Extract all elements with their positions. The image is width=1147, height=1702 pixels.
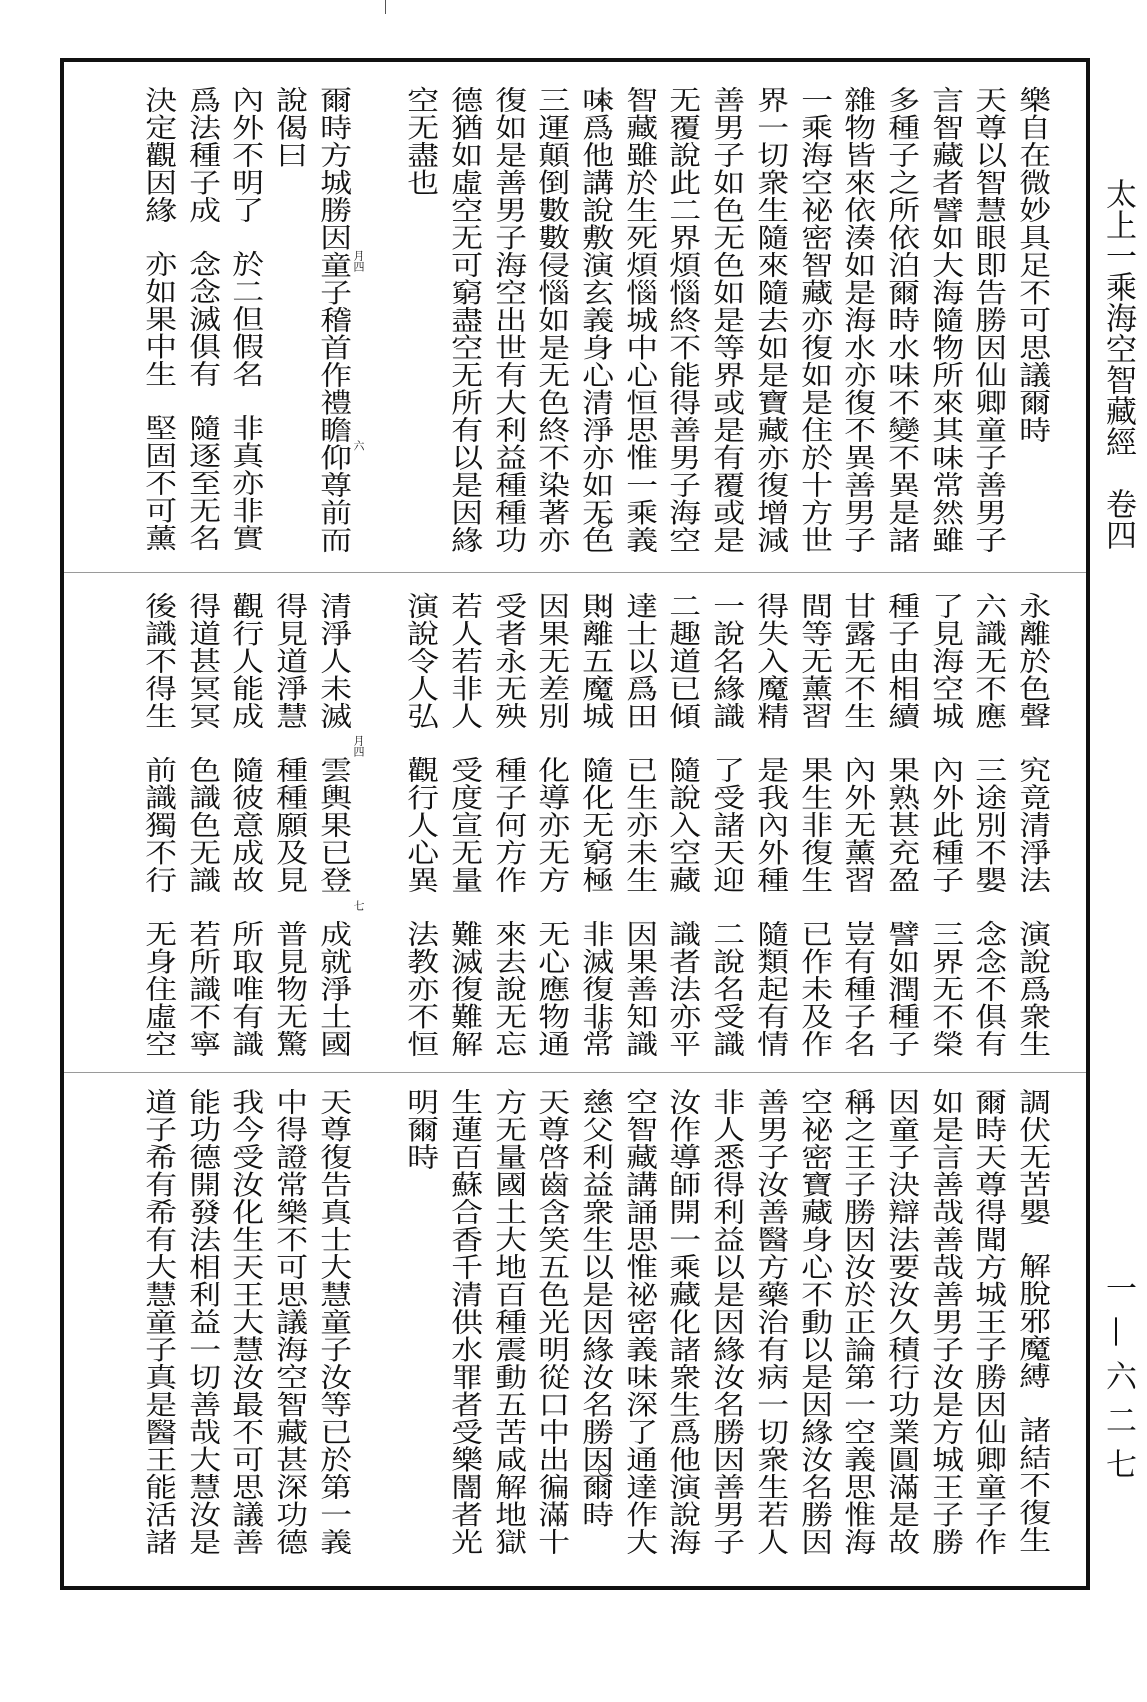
verse-phrase: 了見海空城 — [925, 592, 963, 730]
verse-phrase: 種子由相續 — [882, 592, 919, 730]
verse-column — [226, 592, 262, 1062]
verse-column — [751, 592, 787, 1062]
text-column: 中得證常樂不可思議海空智藏甚深功德 — [270, 1088, 307, 1556]
verse-column — [445, 592, 481, 1062]
text-column: 因童子決辯法要汝久積行功業圓滿是故 — [882, 1088, 919, 1556]
text-column: 明爾時 — [401, 1088, 439, 1171]
text-column: 多種子之所依泊爾時水味不變不異是諸 — [882, 86, 919, 554]
verse-phrase: 識者法亦平 — [663, 920, 701, 1058]
verse-phrase: 前識獨不行 — [139, 756, 176, 894]
verse-phrase: 永離於色聲 — [1013, 592, 1050, 730]
verse-phrase: 來去說无忘 — [488, 920, 526, 1058]
margin-page-number: 一—六二七 — [1100, 1272, 1136, 1492]
verse-column — [838, 592, 874, 1062]
verse-column — [226, 86, 262, 556]
text-column: 一乘海空祕密智藏亦復如是住於十方世 — [794, 86, 832, 554]
text-column: 如是言善哉善哉善男子汝是方城王子勝 — [925, 1088, 963, 1556]
verse-phrase: 果生非復生 — [794, 756, 832, 894]
text-column: 能功德開發法相利益一切善哉大慧汝是 — [182, 1088, 220, 1556]
text-column: 非人悉得利益以是因緣汝名勝因善男子 — [707, 1088, 744, 1556]
verse-phrase: 觀行人心異 — [401, 756, 439, 894]
verse-phrase: 三途別不嬰 — [969, 756, 1007, 894]
verse-column — [663, 592, 699, 1062]
text-column: 稱之王子勝因汝於正論第一空義思惟海 — [838, 1088, 876, 1556]
verse-phrase: 隨逐至无名 — [182, 414, 220, 552]
text-column: 空祕密寶藏身心不動以是因緣汝名勝因 — [794, 1088, 832, 1556]
verse-phrase: 一說名緣識 — [707, 592, 744, 730]
verse-phrase: 因果善知識 — [619, 920, 657, 1058]
verse-phrase: 堅固不可薰 — [139, 414, 176, 552]
verse-phrase: 二說名受識 — [707, 920, 744, 1058]
verse-phrase: 了受諸天迎 — [707, 756, 744, 894]
verse-phrase: 若人若非人 — [445, 592, 482, 730]
text-column: 味爲他講說敷演玄義身心清淨亦如无色 — [576, 86, 613, 554]
verse-phrase: 已生亦未生 — [619, 756, 657, 894]
verse-column — [620, 592, 656, 1062]
verse-column — [926, 592, 962, 1062]
verse-phrase: 非真亦非實 — [226, 414, 264, 552]
verse-phrase: 解脫邪魔縛 — [1013, 1252, 1050, 1390]
verse-column — [795, 592, 831, 1062]
block-carving-mark: 月四 — [352, 735, 365, 757]
verse-phrase: 非滅復非常 — [576, 920, 613, 1058]
text-column: 智藏雖於生死煩惱城中心恒思惟一乘義 — [619, 86, 657, 554]
verse-phrase: 成就淨土國 — [314, 920, 351, 1058]
text-column: 天尊以智慧眼即告勝因仙卿童子善男子 — [969, 86, 1007, 554]
verse-phrase: 受度宣无量 — [445, 756, 482, 894]
verse-phrase: 得失入魔精 — [751, 592, 788, 730]
verse-phrase: 演說令人弘 — [401, 592, 439, 730]
text-column: 雜物皆來依湊如是海水亦復不異善男子 — [838, 86, 876, 554]
verse-phrase: 因果无差別 — [532, 592, 570, 730]
verse-phrase: 色識色无識 — [182, 756, 220, 894]
verse-phrase: 清淨人未滅 — [314, 592, 351, 730]
verse-phrase: 間等无薰習 — [794, 592, 832, 730]
verse-column — [314, 592, 350, 1062]
verse-phrase: 達士以爲田 — [619, 592, 657, 730]
section-circle-mark — [598, 94, 610, 106]
verse-phrase: 甘露无不生 — [838, 592, 876, 730]
verse-phrase: 法教亦不恒 — [401, 920, 439, 1058]
verse-phrase: 種子何方作 — [488, 756, 526, 894]
verse-phrase: 二趣道已傾 — [663, 592, 701, 730]
verse-phrase: 種種願及見 — [270, 756, 307, 894]
text-column: 爾時方城勝因童子稽首作禮瞻仰尊前而 — [314, 86, 351, 554]
verse-phrase: 所取唯有識 — [226, 920, 264, 1058]
verse-phrase: 亦如果中生 — [139, 250, 176, 388]
verse-column — [576, 592, 612, 1062]
text-column: 爾時天尊得聞方城王子勝因仙卿童子作 — [969, 1088, 1007, 1556]
verse-column — [707, 592, 743, 1062]
text-column: 言智藏者譬如大海隨物所來其味常然雖 — [925, 86, 963, 554]
verse-phrase: 諸結不復生 — [1013, 1416, 1050, 1554]
verse-phrase: 調伏无苦嬰 — [1013, 1088, 1050, 1226]
verse-phrase: 隨類起有情 — [751, 920, 788, 1058]
verse-phrase: 无身住虛空 — [139, 920, 176, 1058]
verse-column — [139, 592, 175, 1062]
verse-phrase: 觀行人能成 — [226, 592, 264, 730]
verse-column — [1013, 592, 1049, 1062]
verse-phrase: 豈有種子名 — [838, 920, 876, 1058]
block-carving-mark: 六 — [352, 440, 365, 451]
verse-phrase: 隨說入空藏 — [663, 756, 701, 894]
verse-phrase: 念念滅俱有 — [182, 250, 220, 388]
verse-phrase: 普見物无驚 — [270, 920, 307, 1058]
verse-phrase: 內外无薰習 — [838, 756, 876, 894]
text-column: 生蓮百蘇合香千清供水罪者受樂闇者光 — [445, 1088, 482, 1556]
verse-phrase: 內外此種子 — [925, 756, 963, 894]
verse-phrase: 受者永无殃 — [488, 592, 526, 730]
verse-phrase: 得道甚冥冥 — [182, 592, 220, 730]
verse-phrase: 決定觀因緣 — [139, 86, 176, 224]
verse-phrase: 三界无不榮 — [925, 920, 963, 1058]
verse-phrase: 後識不得生 — [139, 592, 176, 730]
verse-phrase: 難滅復難解 — [445, 920, 482, 1058]
verse-phrase: 果熟甚充盈 — [882, 756, 919, 894]
verse-phrase: 隨化无窮極 — [576, 756, 613, 894]
verse-column — [969, 592, 1005, 1062]
verse-column — [183, 592, 219, 1062]
verse-column — [489, 592, 525, 1062]
verse-phrase: 化導亦无方 — [532, 756, 570, 894]
verse-phrase: 於二但假名 — [226, 250, 264, 388]
section-circle-mark — [598, 599, 610, 611]
verse-column — [139, 86, 175, 556]
register-divider-upper — [64, 572, 1086, 573]
text-column: 无覆說此二界煩惱終不能得善男子海空 — [663, 86, 701, 554]
text-column: 復如是善男子海空出世有大利益種種功 — [488, 86, 526, 554]
section-circle-mark — [598, 1093, 610, 1105]
verse-phrase: 內外不明了 — [226, 86, 264, 224]
text-column: 天尊復告真士大慧童子汝等已於第一義 — [314, 1088, 351, 1556]
text-column: 汝作導師開一乘藏化諸衆生爲他演說海 — [663, 1088, 701, 1556]
text-column: 空智藏講誦思惟祕密義味深了通達作大 — [619, 1088, 657, 1556]
text-column: 說偈曰 — [270, 86, 307, 169]
verse-phrase: 究竟清淨法 — [1013, 756, 1050, 894]
verse-column — [183, 86, 219, 556]
verse-phrase: 則離五魔城 — [576, 592, 613, 730]
text-column: 我今受汝化生天王大慧汝最不可思議善 — [226, 1088, 264, 1556]
text-column: 德猶如虛空无可窮盡空无所有以是因緣 — [445, 86, 482, 554]
section-circle-mark — [598, 1020, 610, 1032]
verse-phrase: 譬如潤種子 — [882, 920, 919, 1058]
register-divider-lower — [64, 1072, 1086, 1073]
verse-phrase: 若所識不寧 — [182, 920, 220, 1058]
text-column: 道子希有希有大慧童子真是醫王能活諸 — [139, 1088, 176, 1556]
verse-phrase: 演說爲衆生 — [1013, 920, 1050, 1058]
section-circle-mark — [598, 1464, 610, 1476]
text-column: 慈父利益衆生以是因緣汝名勝因爾時 — [576, 1088, 613, 1528]
verse-column — [1013, 1088, 1049, 1558]
verse-phrase: 六識无不應 — [969, 592, 1007, 730]
verse-phrase: 念念不俱有 — [969, 920, 1007, 1058]
text-column: 樂自在微妙具足不可思議爾時 — [1013, 86, 1050, 444]
text-column: 三運顛倒數數侵惱如是无色終不染著亦 — [532, 86, 570, 554]
margin-scripture-title: 太上一乘海空智藏經 卷四 — [1100, 178, 1136, 550]
verse-phrase: 爲法種子成 — [182, 86, 220, 224]
verse-phrase: 隨彼意成故 — [226, 756, 264, 894]
text-column: 界一切衆生隨來隨去如是寶藏亦復增減 — [751, 86, 788, 554]
block-carving-mark: 月四 — [352, 250, 365, 272]
text-column: 善男子汝善醫方藥治有病一切衆生若人 — [751, 1088, 788, 1556]
block-carving-mark: 七 — [352, 900, 365, 911]
text-column: 方无量國土大地百種震動五苦咸解地獄 — [488, 1088, 526, 1556]
section-circle-mark — [598, 516, 610, 528]
verse-column — [401, 592, 437, 1062]
top-cut-mark — [385, 0, 386, 14]
verse-phrase: 是我內外種 — [751, 756, 788, 894]
verse-column — [532, 592, 568, 1062]
verse-column — [270, 592, 306, 1062]
verse-column — [882, 592, 918, 1062]
text-column: 天尊啓齒含笑五色光明從口中出徧滿十 — [532, 1088, 570, 1556]
text-column: 善男子如色无色如是等界或是有覆或是 — [707, 86, 744, 554]
verse-phrase: 已作未及作 — [794, 920, 832, 1058]
verse-phrase: 雲輿果已登 — [314, 756, 351, 894]
text-column: 空无盡也 — [401, 86, 439, 196]
verse-phrase: 得見道淨慧 — [270, 592, 307, 730]
verse-phrase: 无心應物通 — [532, 920, 570, 1058]
